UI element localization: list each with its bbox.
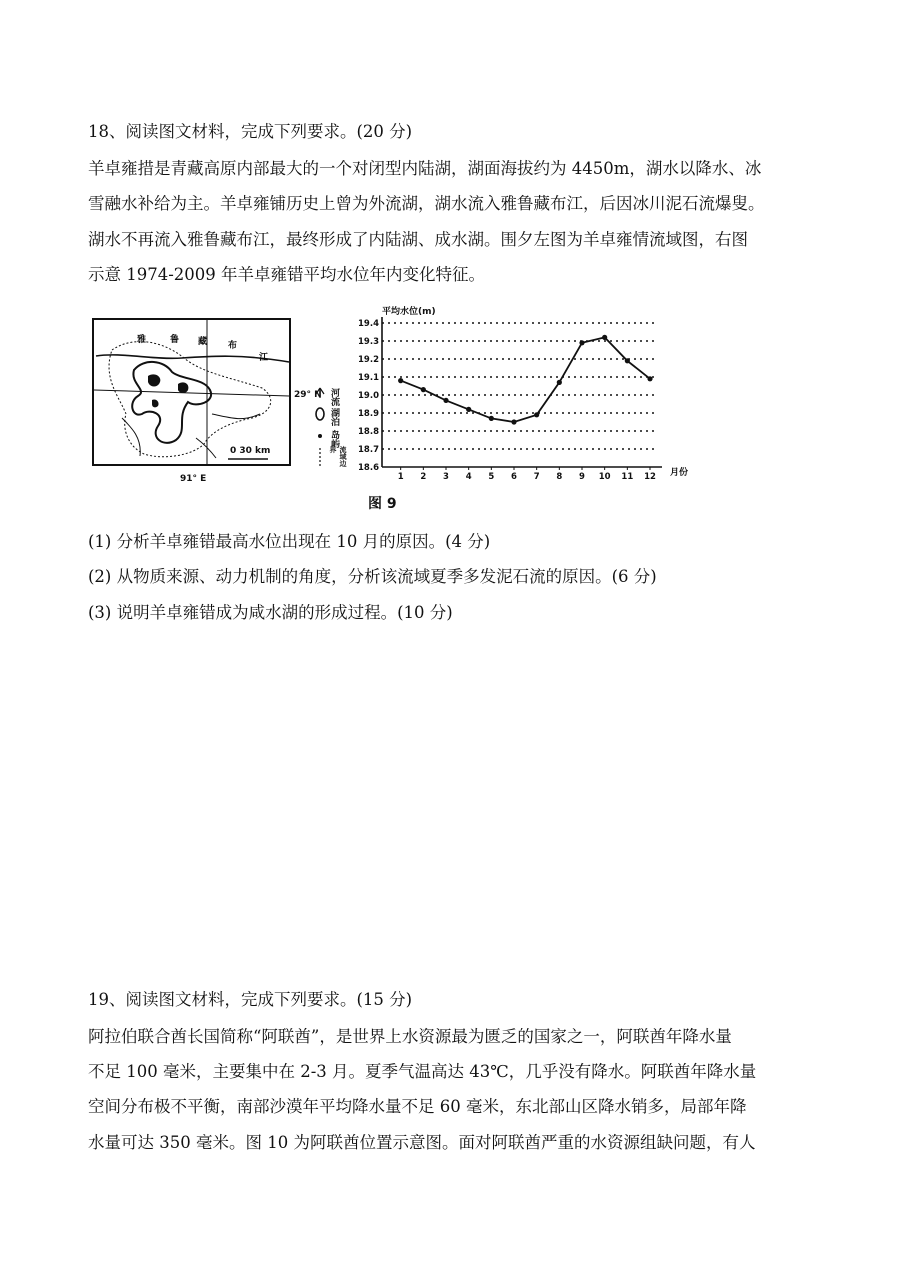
chart-x-tick-label: 7: [533, 472, 540, 482]
chart-x-tick-label: 10: [598, 472, 611, 482]
river-label-ya: 雅: [137, 335, 147, 345]
map-legend: [310, 386, 347, 470]
legend-lake: 湖泊: [329, 408, 339, 426]
q18-para-line-3: 湖水不再流入雅鲁藏布江，最终形成了内陆湖、成水湖。围夕左图为羊卓雍情流域图，右图: [88, 230, 748, 249]
chart-x-tick-label: 9: [579, 472, 585, 482]
chart-y-tick-label: 18.7: [358, 445, 379, 455]
chart-point-month-10: [602, 335, 607, 340]
longitude-label: 91° E: [180, 474, 207, 484]
q18-para-line-4: 示意 1974-2009 年羊卓雍错平均水位年内变化特征。: [88, 265, 486, 284]
legend-boundary: 流域边界: [329, 446, 347, 467]
chart-y-tick-label: 19.4: [358, 319, 379, 329]
chart-y-axis-label: 平均水位(m): [382, 307, 436, 317]
legend-river: 河流: [329, 388, 339, 406]
chart-x-tick-label: 8: [556, 472, 563, 482]
q19-para-line-4: 水量可达 350 毫米。图 10 为阿联酋位置示意图。面对阿联酋严重的水资源组缺问题，有人: [88, 1133, 756, 1152]
chart-point-month-12: [647, 376, 652, 381]
q18-question-2: (2) 从物质来源、动力机制的角度，分析该流域夏季多发泥石流的原因。(6 分): [88, 567, 657, 586]
chart-point-month-9: [579, 340, 584, 345]
chart-x-tick-label: 12: [644, 472, 656, 482]
chart-point-month-1: [398, 378, 403, 383]
chart-x-tick-label: 11: [621, 472, 634, 482]
basin-map: [92, 318, 292, 470]
river-label-lu: 鲁: [170, 335, 180, 345]
chart-y-tick-label: 18.6: [358, 463, 379, 473]
chart-y-tick-label: 19.2: [358, 355, 379, 365]
q18-heading: 18、阅读图文材料，完成下列要求。(20 分): [88, 122, 413, 141]
q18-question-3: (3) 说明羊卓雍错成为咸水湖的形成过程。(10 分): [88, 603, 453, 622]
chart-y-tick-label: 19.3: [358, 337, 379, 347]
q19-para-line-1: 阿拉伯联合酋长国简称“阿联酋”，是世界上水资源最为匮乏的国家之一，阿联酋年降水量: [88, 1027, 732, 1046]
chart-x-tick-label: 2: [420, 472, 427, 482]
chart-x-axis-label: 月份: [670, 468, 689, 478]
chart-grid: [382, 323, 654, 449]
chart-x-tick-label: 6: [511, 472, 517, 482]
river-legend-icon: [316, 388, 324, 398]
q18-para-line-1: 羊卓雍措是青藏高原内部最大的一个对闭型内陆湖，湖面海拔约为 4450m，湖水以降水、冰: [88, 159, 762, 178]
chart-point-month-5: [489, 416, 494, 421]
q18-para-line-2: 雪融水补给为主。羊卓雍铺历史上曾为外流湖，湖水流入雅鲁藏布江，后因冰川泥石流爆叟。: [88, 194, 765, 213]
chart-point-month-7: [534, 412, 539, 417]
q18-question-1: (1) 分析羊卓雍错最高水位出现在 10 月的原因。(4 分): [88, 532, 491, 551]
chart-point-month-11: [625, 358, 630, 363]
chart-point-month-6: [511, 419, 516, 424]
latitude-label: 29° N: [294, 390, 322, 400]
chart-point-month-3: [443, 398, 448, 403]
figure-caption: 图 9: [368, 496, 397, 512]
chart-point-month-4: [466, 407, 471, 412]
q19-para-line-2: 不足 100 毫米，主要集中在 2-3 月。夏季气温高达 43℃，几乎没有降水。阿联酋年降水量: [88, 1062, 757, 1081]
river-label-zang: 藏: [198, 337, 208, 347]
chart-svg: [348, 303, 708, 485]
chart-y-tick-label: 18.9: [358, 409, 379, 419]
river-label-bu: 布: [228, 341, 238, 351]
q19-heading: 19、阅读图文材料，完成下列要求。(15 分): [88, 990, 413, 1009]
chart-x-tick-label: 5: [488, 472, 495, 482]
chart-x-tick-label: 1: [397, 472, 404, 482]
chart-y-tick-label: 19.1: [358, 373, 379, 383]
chart-point-month-8: [557, 380, 562, 385]
chart-y-tick-label: 18.8: [358, 427, 379, 437]
water-level-chart: [348, 303, 708, 485]
q19-para-line-3: 空间分布极不平衡，南部沙漠年平均降水量不足 60 毫米，东北部山区降水销多，局部年降: [88, 1097, 747, 1116]
water-level-line: [401, 337, 650, 422]
lake-legend-icon: [316, 408, 324, 420]
chart-y-ticks: [358, 319, 379, 473]
legend-island: 岛屿: [329, 430, 339, 448]
island-legend-icon: [318, 434, 322, 438]
river-label-jiang: 江: [259, 353, 269, 363]
chart-x-tick-label: 4: [465, 472, 472, 482]
chart-x-ticks: [398, 467, 656, 482]
chart-point-month-2: [421, 387, 426, 392]
scale-label: 0 30 km: [230, 446, 271, 456]
chart-x-tick-label: 3: [443, 472, 449, 482]
chart-y-tick-label: 19.0: [358, 391, 379, 401]
